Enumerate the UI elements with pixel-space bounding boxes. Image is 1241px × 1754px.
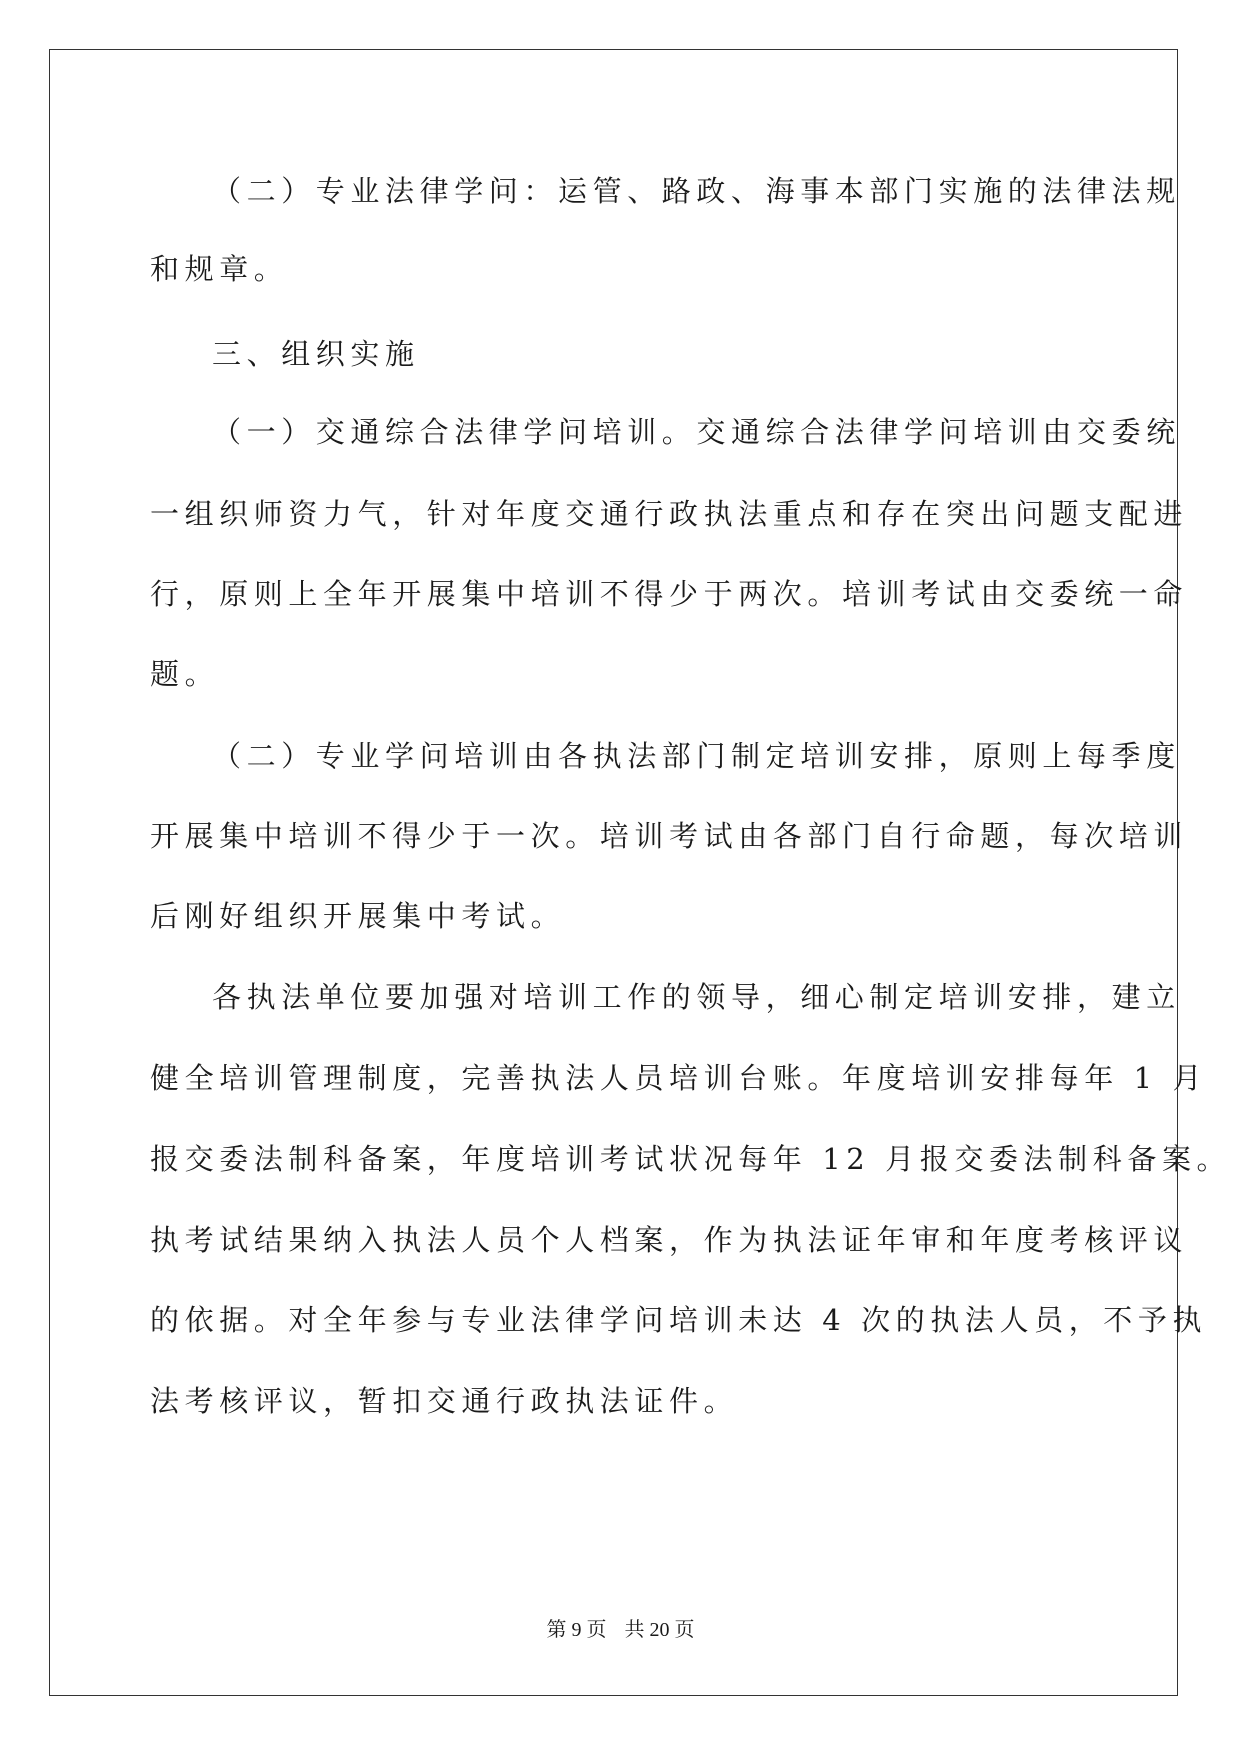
paragraph-line: （二）专业学问培训由各执法部门制定培训安排，原则上每季度 (212, 739, 1181, 773)
paragraph-line: 各执法单位要加强对培训工作的领导，细心制定培训安排，建立 (212, 980, 1181, 1014)
page-border (49, 49, 1178, 1696)
paragraph-line: 法考核评议，暂扣交通行政执法证件。 (150, 1384, 739, 1418)
page-total: 共 20 页 (624, 1619, 695, 1641)
paragraph-line: 后刚好组织开展集中考试。 (150, 899, 566, 933)
page-number: 第 9 页 (546, 1619, 607, 1641)
page-footer (0, 1618, 1241, 1642)
paragraph-line: （二）专业法律学问：运管、路政、海事本部门实施的法律法规 (212, 174, 1181, 208)
paragraph-line: 执考试结果纳入执法人员个人档案，作为执法证年审和年度考核评议 (150, 1223, 1189, 1257)
section-heading: 三、组织实施 (212, 337, 420, 371)
paragraph-line: 和规章。 (150, 252, 289, 286)
paragraph-line: 行，原则上全年开展集中培训不得少于两次。培训考试由交委统一命 (150, 577, 1189, 611)
paragraph-line: 健全培训管理制度，完善执法人员培训台账。年度培训安排每年 1 月 (150, 1061, 1208, 1095)
paragraph-line: 开展集中培训不得少于一次。培训考试由各部门自行命题，每次培训 (150, 819, 1189, 853)
paragraph-line: 报交委法制科备案，年度培训考试状况每年 12 月报交委法制科备案。 (150, 1142, 1232, 1176)
paragraph-line: 的依据。对全年参与专业法律学问培训未达 4 次的执法人员，不予执 (150, 1303, 1208, 1337)
paragraph-line: 题。 (150, 657, 220, 691)
paragraph-line: 一组织师资力气，针对年度交通行政执法重点和存在突出问题支配进 (150, 497, 1189, 531)
paragraph-line: （一）交通综合法律学问培训。交通综合法律学问培训由交委统 (212, 415, 1181, 449)
